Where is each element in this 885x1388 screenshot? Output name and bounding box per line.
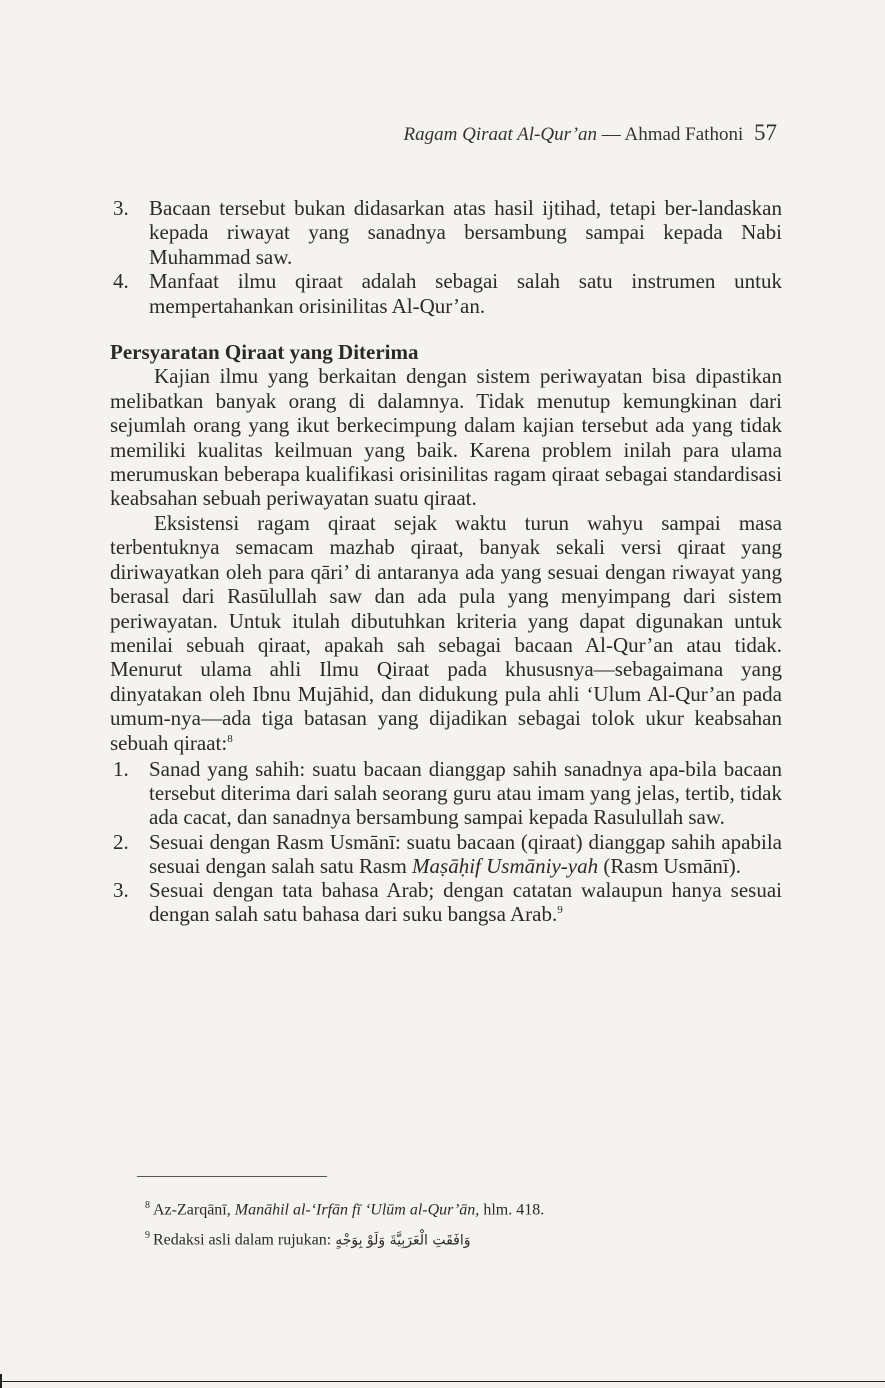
- book-title: Ragam Qiraat Al-Qur’an: [403, 124, 598, 145]
- numbered-list-criteria: [110, 757, 782, 926]
- paragraph-2: [110, 511, 782, 755]
- footnote-text: Redaksi asli dalam rujukan:: [153, 1231, 336, 1249]
- footnote-ref-8: 8: [227, 732, 233, 745]
- page-corner-mark: [0, 1374, 2, 1388]
- footnote-divider: [137, 1176, 327, 1177]
- list-item-number: 3.: [113, 877, 129, 902]
- list-item-text: Sanad yang sahih: suatu bacaan dianggap sahih sanadnya apa-bila bacaan tersebut diterima dari salah seorang guru atau imam yang jelas, tertib, tidak ada cacat, dan sanadnya bersambung sampai kepada Rasulullah saw.: [149, 756, 782, 830]
- footnote-8: [145, 1193, 765, 1223]
- footnote-text: Az-Zarqānī,: [153, 1201, 235, 1219]
- list-item: [110, 878, 782, 926]
- footnote-number: 8: [145, 1200, 150, 1211]
- list-item-italic-term: Maṣāḥif Usmāniy-yah: [412, 853, 599, 878]
- list-item-text: [149, 830, 782, 878]
- list-item-text-part: (Rasm Usmānī).: [598, 853, 741, 878]
- footnote-text: hlm. 418.: [479, 1201, 545, 1219]
- list-item: [110, 196, 782, 269]
- list-item: [110, 757, 782, 830]
- footnote-ref-9: 9: [557, 904, 563, 917]
- list-item-number: 3.: [113, 196, 129, 220]
- list-item-text: Bacaan tersebut bukan didasarkan atas hasil ijtihad, tetapi ber-landaskan kepada riwayat yang sanadnya bersambung sampai kepada Nabi Muhammad saw.: [149, 196, 782, 269]
- page-number: 57: [754, 120, 777, 145]
- list-item-number: 2.: [113, 829, 129, 854]
- list-item-number: 4.: [113, 269, 129, 294]
- section-heading: Persyaratan Qiraat yang Diterima: [110, 340, 419, 365]
- footnote-italic-title: Manāhil al-‘Irfān fī ‘Ulūm al-Qur’ān,: [234, 1201, 480, 1219]
- footnote-number: 9: [145, 1230, 150, 1242]
- paragraph-1: Kajian ilmu yang berkaitan dengan sistem periwayatan bisa dipastikan melibatkan banyak orang di dalamnya. Tidak menutup kemungkinan dari sejumlah orang yang ikut berkecimpung dalam kajian tersebut ada yang tidak memiliki kualitas keilmuan yang baik. Karena problem inilah para ulama merumuskan beberapa kualifikasi orisinilitas ragam qiraat sebagai standardisasi keabsahan sebuah periwayatan suatu qiraat.: [110, 364, 782, 511]
- header-separator: —: [597, 124, 625, 145]
- footnotes: [145, 1193, 765, 1254]
- list-item-text: Manfaat ilmu qiraat adalah sebagai salah satu instrumen untuk mempertahankan orisinilitas Al-Qur’an.: [149, 269, 782, 318]
- running-header: [404, 120, 777, 146]
- paragraph-2-text: Eksistensi ragam qiraat sejak waktu turun wahyu sampai masa terbentuknya semacam mazhab qiraat, banyak sekali versi qiraat yang diriwayatkan oleh para qāri’ di antaranya ada yang sesuai dengan riwayat yang berasal dari Rasūlullah saw dan ada pula yang menyimpang dari sistem periwayatan. Untuk itulah dibutuhkan kriteria yang dapat digunakan untuk menilai sebuah qiraat, apakah sah sebagai bacaan Al-Qur’an atau tidak. Menurut ulama ahli Ilmu Qiraat pada khususnya—sebagaimana yang dinyatakan oleh Ibnu Mujāhid, dan didukung pula ahli ‘Ulum Al-Qur’an pada umum-nya—ada tiga batasan yang dijadikan sebagai tolok ukur keabsahan sebuah qiraat:: [110, 510, 782, 755]
- page-bottom-edge: [0, 1381, 885, 1388]
- author-name: Ahmad Fathoni: [624, 124, 744, 145]
- numbered-list-top: [110, 196, 782, 318]
- list-item-number: 1.: [113, 756, 129, 781]
- page-body: [110, 196, 782, 926]
- list-item-text-part: Sesuai dengan Rasm Usmānī: suatu bacaan (qiraat) dianggap sahih apabila sesuai dengan salah satu Rasm: [149, 829, 782, 878]
- list-item: [110, 830, 782, 878]
- list-item: [110, 269, 782, 318]
- footnote-9: [145, 1223, 765, 1253]
- arabic-quote: وَافَقَتِ الْعَرَبِيَّةَ وَلَوْ بِوَجْهٍ: [335, 1232, 471, 1249]
- list-item-text-part: Sesuai dengan tata bahasa Arab; dengan catatan walaupun hanya sesuai dengan salah satu bahasa dari suku bangsa Arab.: [149, 877, 782, 927]
- list-item-text: [149, 878, 782, 926]
